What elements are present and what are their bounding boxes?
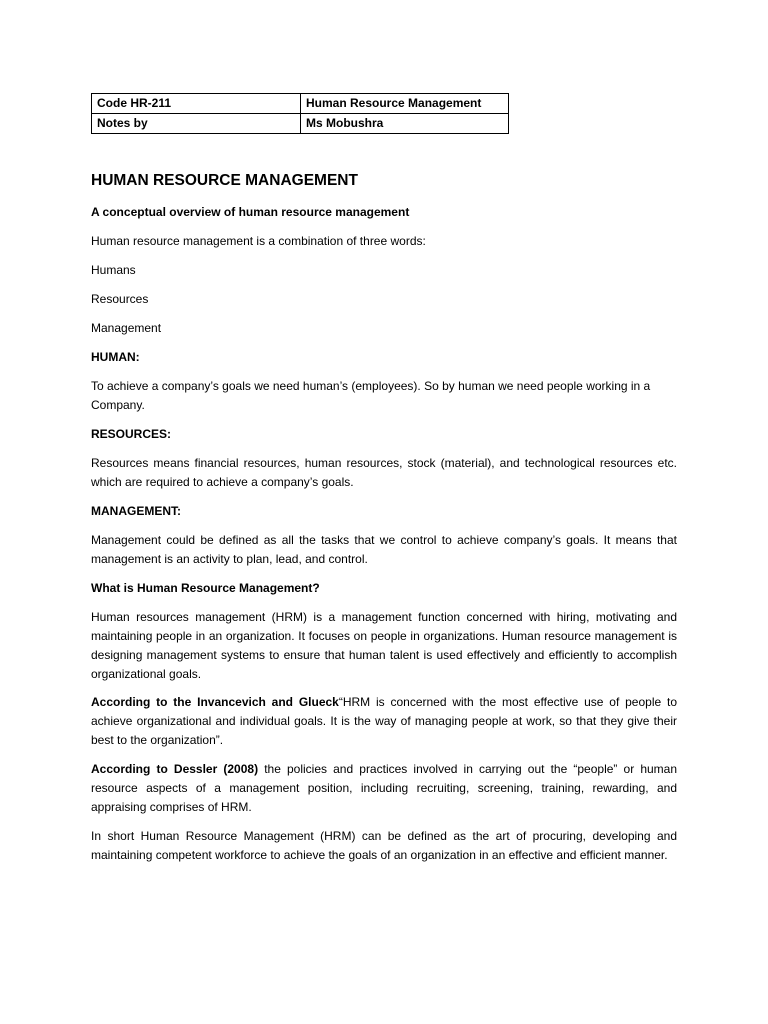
management-heading: MANAGEMENT: — [91, 504, 181, 518]
dessler-lead: According to Dessler (2008) — [91, 762, 259, 776]
resources-heading: RESOURCES: — [91, 427, 172, 441]
table-row — [92, 114, 509, 134]
word-item: Humans — [91, 263, 136, 277]
subtitle: A conceptual overview of human resource management — [91, 205, 410, 219]
intro-text: Human resource management is a combination of three words: — [91, 234, 426, 248]
summary-paragraph: In short Human Resource Management (HRM) can be defined as the art of procuring, developing and maintaining competent workforce to achieve the goals of an organization in an effective and efficient manner. — [91, 829, 677, 862]
dessler-paragraph — [91, 760, 677, 817]
invancevich-paragraph — [91, 693, 677, 750]
dessler-text: the policies and practices involved in carrying out the “people” or human resource aspects of a management position, including recruiting, screening, training, rewarding, and appraising comprises of HRM. — [91, 762, 678, 814]
management-paragraph: Management could be defined as all the tasks that we control to achieve company’s goals. It means that management is an activity to plan, lead, and control. — [91, 533, 677, 566]
header-table — [91, 93, 509, 134]
author-cell: Ms Mobushra — [301, 114, 509, 134]
word-item: Resources — [91, 292, 149, 306]
document-title: HUMAN RESOURCE MANAGEMENT — [91, 172, 358, 189]
human-paragraph: To achieve a company’s goals we need human’s (employees). So by human we need people working in a Company. — [91, 379, 651, 412]
human-heading: HUMAN: — [91, 350, 140, 364]
what-is-heading: What is Human Resource Management? — [91, 581, 320, 595]
table-row — [92, 94, 509, 114]
notes-by-label-cell: Notes by — [92, 114, 301, 134]
word-item: Management — [91, 321, 162, 335]
invancevich-lead: According to the Invancevich and Glueck — [91, 695, 339, 709]
resources-paragraph: Resources means financial resources, human resources, stock (material), and technological resources etc. which are required to achieve a company’s goals. — [91, 456, 677, 489]
invancevich-quote: “HRM is concerned with the most effective use of people to achieve organizational and individual goals. It is the way of managing people at work, so that they give their best to the organization”. — [91, 695, 678, 747]
what-is-paragraph: Human resources management (HRM) is a management function concerned with hiring, motivating and maintaining people in an organization. It focuses on people in organizations. Human resource management is designing management systems to ensure that human talent is used effectively and efficiently to accomplish organizational goals. — [91, 610, 677, 681]
course-name-cell: Human Resource Management — [301, 94, 509, 114]
code-cell: Code HR-211 — [92, 94, 301, 114]
